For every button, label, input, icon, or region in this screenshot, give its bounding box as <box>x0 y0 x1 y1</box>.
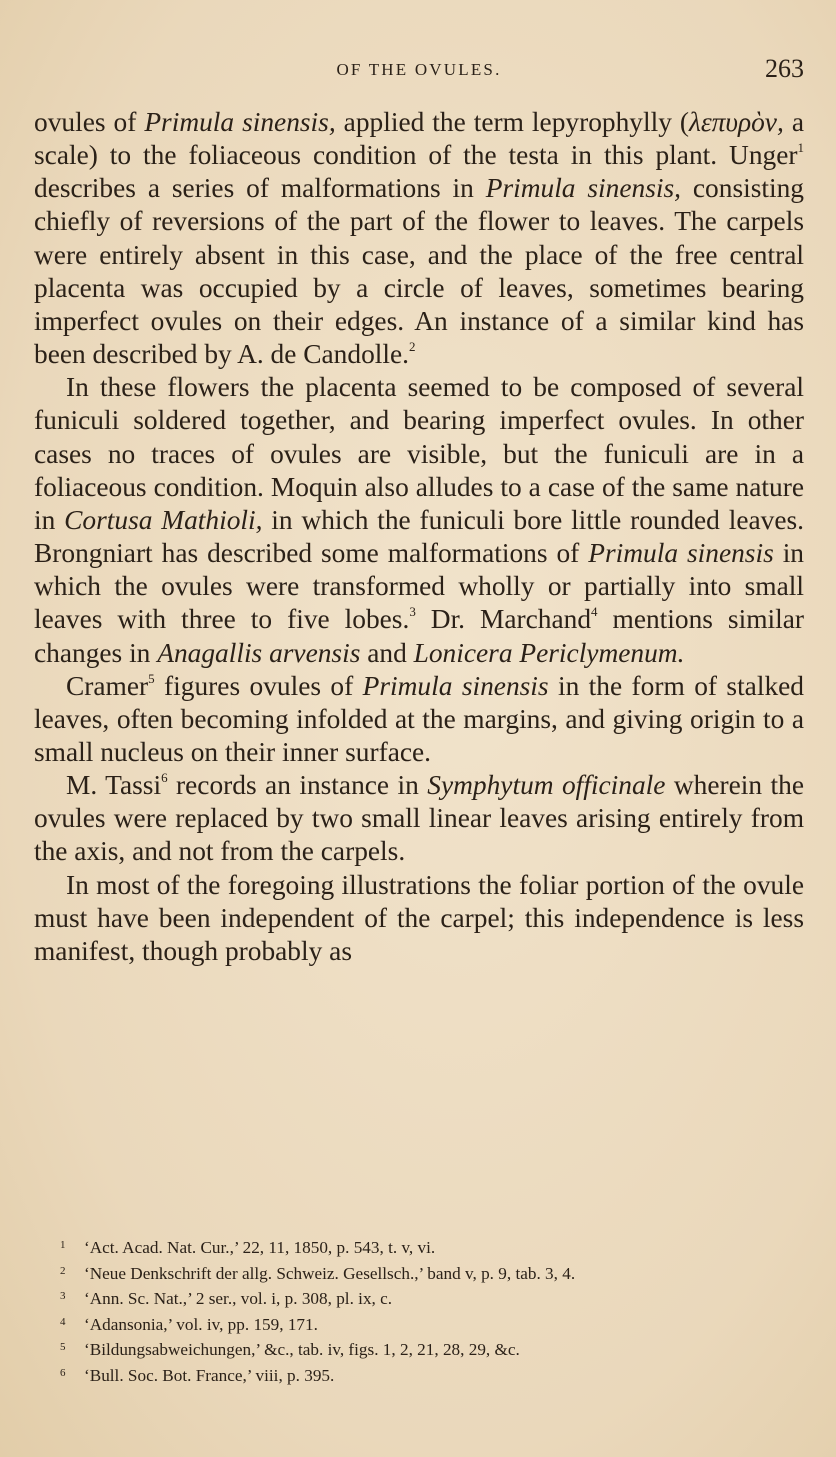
paragraph <box>34 371 804 669</box>
text-run: describes a series of malformations in <box>34 173 486 204</box>
italic-term: Anagallis arvensis <box>157 637 361 668</box>
footnote-mark: 4 <box>60 1315 66 1328</box>
footnote-reference: 5 <box>148 670 155 686</box>
footnotes <box>60 1234 820 1388</box>
text-run: M. Tassi <box>66 770 162 801</box>
footnote-mark: 3 <box>60 1290 66 1303</box>
text-run: applied the term lepyrophylly ( <box>335 107 690 137</box>
text-run: and <box>360 637 414 668</box>
italic-term: λεπυρὸν, <box>689 107 784 137</box>
footnote <box>60 1311 820 1337</box>
page-number: 263 <box>765 54 804 83</box>
text-run: ovules of <box>34 107 145 137</box>
footnote-reference: 2 <box>409 339 416 355</box>
footnote-mark: 1 <box>60 1239 66 1251</box>
text-run: In most of the foregoing illustrations the foliar portion of the ovule must have been independent of the carpel; this independence is less manifest, though probably as <box>34 869 804 966</box>
italic-term: Primula sinensis <box>362 670 549 701</box>
text-run: a scale) to the foliaceous condition of the testa in this plant. Unger <box>34 107 804 171</box>
text-run: Dr. Marchand <box>415 604 592 635</box>
text-run: in the form of stalked leaves, often becoming infolded at the margins, and giving origin to a small nucleus on their inner surface. <box>34 670 804 767</box>
text-run: consisting chiefly of reversions of the part of the flower to leaves. The carpels were entirely absent in this case, and the place of the free central placenta was occupied by a circle of leaves, sometimes bearing imperfect ovules on their edges. An instance of a similar kind has been described by A. de Candolle. <box>34 173 804 370</box>
paragraph <box>34 869 804 968</box>
italic-term: Primula sinensis, <box>485 173 681 204</box>
footnote <box>60 1285 820 1311</box>
text-run: in which the ovules were transformed wholly or partially into small leaves with three to five lobes. <box>34 538 804 635</box>
footnote-text: ‘Adansonia,’ vol. iv, pp. 159, 171. <box>84 1314 318 1334</box>
text-run: mentions similar changes in <box>34 604 805 668</box>
text-run: in which the funiculi bore little rounded leaves. Brongniart has described some malformations of <box>34 504 804 569</box>
footnote <box>60 1362 820 1388</box>
footnote <box>60 1260 820 1286</box>
italic-term: Symphytum officinale <box>427 770 666 801</box>
text-run: wherein the ovules were replaced by two small linear leaves arising entirely from the axis, and not from the carpels. <box>34 770 805 867</box>
footnote-text: ‘Ann. Sc. Nat.,’ 2 ser., vol. i, p. 308, pl. ix, c. <box>84 1289 393 1309</box>
footnote-reference: 6 <box>161 770 168 786</box>
text-run: In these flowers the placenta seemed to be composed of several funiculi soldered together, and bearing imperfect ovules. In other cases no traces of ovules are visible, but the funiculi are in a foliaceous condition. Moquin also alludes to a case of the same nature in <box>34 372 804 535</box>
footnote-mark: 2 <box>60 1264 66 1277</box>
italic-term: Cortusa Mathioli, <box>64 504 263 535</box>
footnote-text: ‘Act. Acad. Nat. Cur.,’ 22, 11, 1850, p. 543, t. v, vi. <box>84 1238 436 1257</box>
text-run: figures ovules of <box>154 670 363 701</box>
body-text <box>34 106 804 968</box>
text-run: records an instance in <box>167 770 428 801</box>
page-header <box>34 54 804 88</box>
running-title: OF THE OVULES. <box>336 60 502 79</box>
paragraph <box>34 106 804 371</box>
paragraph <box>34 769 804 868</box>
footnote-mark: 5 <box>60 1341 66 1354</box>
footnote-reference: 1 <box>797 140 804 156</box>
footnote-text: ‘Bull. Soc. Bot. France,’ viii, p. 395. <box>84 1365 335 1385</box>
footnote-text: ‘Bildungsabweichungen,’ &c., tab. iv, figs. 1, 2, 21, 28, 29, &c. <box>84 1340 520 1360</box>
footnote-reference: 4 <box>591 604 598 620</box>
italic-term: Primula sinensis <box>588 538 774 569</box>
paragraph <box>34 670 804 769</box>
footnote-reference: 3 <box>409 604 416 620</box>
italic-term: Primula sinensis, <box>144 107 336 137</box>
italic-term: Lonicera Periclymenum. <box>413 637 685 668</box>
footnote-text: ‘Neue Denkschrift der allg. Schweiz. Gesellsch.,’ band v, p. 9, tab. 3, 4. <box>84 1263 576 1283</box>
footnote <box>60 1336 820 1362</box>
footnote-mark: 6 <box>60 1366 66 1379</box>
footnote <box>60 1234 820 1260</box>
text-run: Cramer <box>66 670 149 701</box>
